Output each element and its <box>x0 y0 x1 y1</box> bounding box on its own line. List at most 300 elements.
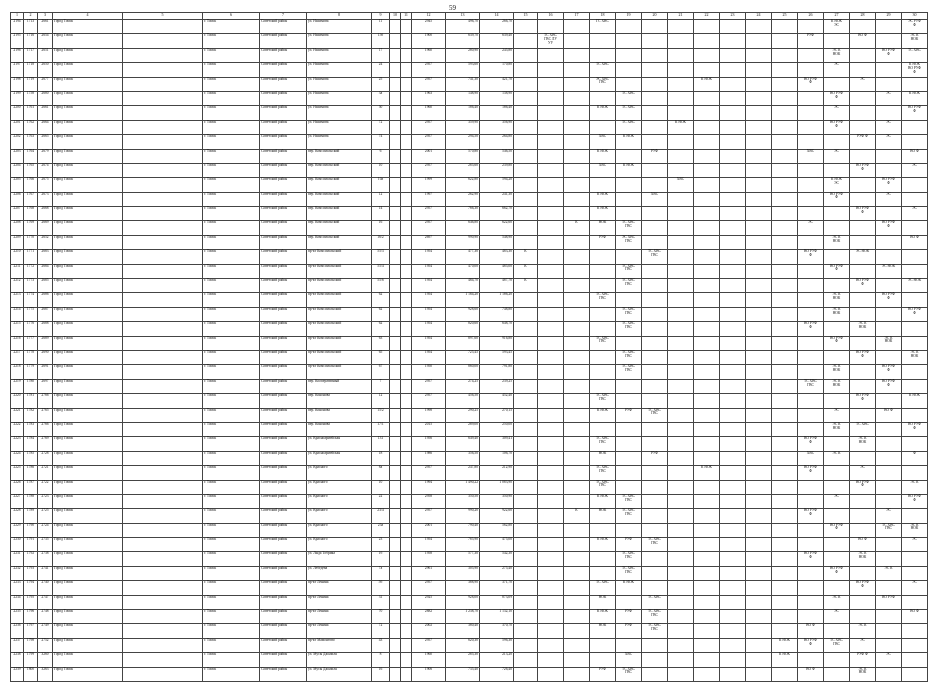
table-cell-col-10 <box>390 192 401 206</box>
table-cell-col-24 <box>746 307 772 321</box>
table-cell-col-24 <box>746 581 772 595</box>
table-cell-col-27 <box>824 667 850 681</box>
table-cell-col-25 <box>772 451 798 465</box>
table-cell-col-20 <box>642 20 668 34</box>
table-cell-col-21 <box>668 509 694 523</box>
table-cell-col-6: г. Томск <box>203 566 260 580</box>
table-cell-col-1: 2236 <box>11 624 24 638</box>
table-cell-col-22 <box>694 63 720 77</box>
table-cell-col-9: 62 <box>372 293 390 307</box>
table-cell-col-22 <box>694 566 720 580</box>
table-cell-col-4: Город Томск <box>53 322 123 336</box>
table-cell-col-28 <box>850 178 876 192</box>
table-cell-col-23 <box>720 34 746 48</box>
table-cell-col-10 <box>390 408 401 422</box>
table-cell-col-13: 860,00 <box>446 365 480 379</box>
table-cell-col-16 <box>538 552 564 566</box>
table-cell-col-30 <box>902 638 928 652</box>
table-cell-col-4: Город Томск <box>53 394 123 408</box>
table-cell-col-29: ВО РУФ Ф <box>876 178 902 192</box>
table-cell-col-28 <box>850 494 876 508</box>
table-cell-col-4: Город Томск <box>53 120 123 134</box>
table-cell-col-6: г. Томск <box>203 336 260 350</box>
table-cell-col-21 <box>668 466 694 480</box>
table-cell-col-2: 1785 <box>24 451 38 465</box>
table-cell-col-22 <box>694 437 720 451</box>
table-cell-col-14: 726,40 <box>480 667 514 681</box>
table-cell-col-8: пр-кт Комсомольский <box>307 250 372 264</box>
table-cell-col-28 <box>850 63 876 77</box>
table-cell-col-10 <box>390 610 401 624</box>
table-cell-col-16 <box>538 250 564 264</box>
table-cell-col-12: 1954 <box>412 322 446 336</box>
table-cell-col-19 <box>616 638 642 652</box>
table-cell-col-9: 63 <box>372 336 390 350</box>
table-cell-col-7: Советский район <box>260 451 307 465</box>
table-cell-col-22 <box>694 336 720 350</box>
table-cell-col-21 <box>668 149 694 163</box>
table-cell-col-7: Советский район <box>260 394 307 408</box>
table-cell-col-29 <box>876 394 902 408</box>
table-cell-col-15 <box>514 48 538 62</box>
table-cell-col-24 <box>746 466 772 480</box>
table-cell-col-12: 1998 <box>412 408 446 422</box>
table-cell-col-3: 2769 <box>38 437 53 451</box>
table-cell-col-25 <box>772 91 798 105</box>
table-cell-col-27: ЭС <box>824 494 850 508</box>
table-cell-col-28 <box>850 451 876 465</box>
table-cell-col-1: 2199 <box>11 91 24 105</box>
table-cell-col-22 <box>694 653 720 667</box>
table-cell-col-10 <box>390 653 401 667</box>
table-cell-col-30: ВО РУФ Ф <box>902 106 928 120</box>
table-cell-col-11 <box>401 552 412 566</box>
table-cell-col-12: 2957 <box>412 63 446 77</box>
table-cell-col-29: ВО РУФ Ф <box>876 365 902 379</box>
table-cell-col-3: 2674 <box>38 163 53 177</box>
table-cell-col-17 <box>564 149 590 163</box>
table-cell-col-1: 2217 <box>11 350 24 364</box>
table-cell-col-18: ТС ХВС ГВС <box>590 394 616 408</box>
table-cell-col-17 <box>564 667 590 681</box>
table-cell-col-11 <box>401 322 412 336</box>
table-cell-col-23 <box>720 379 746 393</box>
table-cell-col-27 <box>824 350 850 364</box>
table-cell-col-26 <box>798 207 824 221</box>
table-cell-col-5 <box>123 509 203 523</box>
table-cell-col-30 <box>902 221 928 235</box>
table-cell-col-22 <box>694 20 720 34</box>
table-cell-col-21 <box>668 207 694 221</box>
table-cell-col-30: ЭС <box>902 163 928 177</box>
table-cell-col-18: ТС ХВС <box>590 63 616 77</box>
table-cell-col-20 <box>642 466 668 480</box>
table-cell-col-23 <box>720 322 746 336</box>
table-cell-col-7: Советский район <box>260 34 307 48</box>
table-cell-col-23 <box>720 394 746 408</box>
table-cell-col-5 <box>123 322 203 336</box>
table-cell-col-7: Советский район <box>260 422 307 436</box>
table-row <box>11 250 928 264</box>
table-cell-col-5 <box>123 379 203 393</box>
table-cell-col-7: Советский район <box>260 581 307 595</box>
table-cell-col-20 <box>642 336 668 350</box>
table-cell-col-13: 649,40 <box>446 437 480 451</box>
table-cell-col-12: 2957 <box>412 135 446 149</box>
table-cell-col-21 <box>668 451 694 465</box>
table-cell-col-26 <box>798 365 824 379</box>
column-number-28: 28 <box>850 13 876 20</box>
table-cell-col-15 <box>514 207 538 221</box>
table-cell-col-21 <box>668 538 694 552</box>
table-cell-col-12: 1956 <box>412 437 446 451</box>
table-cell-col-20 <box>642 34 668 48</box>
table-cell-col-23 <box>720 581 746 595</box>
table-cell-col-25 <box>772 624 798 638</box>
table-cell-col-19 <box>616 595 642 609</box>
table-cell-col-2: 1719 <box>24 77 38 91</box>
table-cell-col-9: 23 <box>372 538 390 552</box>
table-cell-col-19: ТС ХВС ГВС <box>616 279 642 293</box>
table-cell-col-5 <box>123 451 203 465</box>
table-cell-col-5 <box>123 235 203 249</box>
table-cell-col-27 <box>824 394 850 408</box>
table-cell-col-7: Советский район <box>260 250 307 264</box>
table-cell-col-26 <box>798 120 824 134</box>
table-cell-col-12: 1994 <box>412 480 446 494</box>
table-cell-col-13: 247,80 <box>446 466 480 480</box>
table-cell-col-8: пр-кт Ленина <box>307 624 372 638</box>
column-number-5: 5 <box>123 13 203 20</box>
table-cell-col-30 <box>902 264 928 278</box>
table-cell-col-11 <box>401 480 412 494</box>
table-cell-col-30: ЭС <box>902 207 928 221</box>
table-cell-col-30: ЭС К <box>902 480 928 494</box>
table-cell-col-7: Советский район <box>260 135 307 149</box>
table-cell-col-8: пер. Кононова <box>307 422 372 436</box>
table-cell-col-26: ВО РУФ Ф <box>798 466 824 480</box>
table-cell-col-23 <box>720 178 746 192</box>
table-cell-col-18 <box>590 653 616 667</box>
table-cell-col-24 <box>746 34 772 48</box>
table-cell-col-15 <box>514 422 538 436</box>
table-cell-col-14: 239,80 <box>480 163 514 177</box>
table-cell-col-15 <box>514 509 538 523</box>
table-cell-col-5 <box>123 480 203 494</box>
table-cell-col-26: ВО РУФ Ф <box>798 552 824 566</box>
table-cell-col-3: 2738 <box>38 552 53 566</box>
table-cell-col-12: 1986 <box>412 451 446 465</box>
table-cell-col-5 <box>123 135 203 149</box>
table-cell-col-15 <box>514 91 538 105</box>
table-cell-col-10 <box>390 595 401 609</box>
table-cell-col-10 <box>390 538 401 552</box>
table-cell-col-11 <box>401 20 412 34</box>
table-cell-col-23 <box>720 538 746 552</box>
table-cell-col-17 <box>564 638 590 652</box>
table-cell-col-15 <box>514 192 538 206</box>
table-cell-col-7: Советский район <box>260 494 307 508</box>
table-cell-col-15 <box>514 293 538 307</box>
table-cell-col-12: 1963 <box>412 91 446 105</box>
table-cell-col-9: 65 <box>372 350 390 364</box>
table-cell-col-21 <box>668 595 694 609</box>
table-cell-col-9: 72 <box>372 120 390 134</box>
table-cell-col-6: г. Томск <box>203 494 260 508</box>
table-cell-col-16 <box>538 307 564 321</box>
table-cell-col-9: 16/2 <box>372 235 390 249</box>
table-cell-col-13: 294,50 <box>446 135 480 149</box>
table-cell-col-15: К <box>514 250 538 264</box>
table-cell-col-7: Советский район <box>260 120 307 134</box>
table-cell-col-20: ТС ХВС ГВС <box>642 624 668 638</box>
column-number-15: 15 <box>514 13 538 20</box>
table-cell-col-10 <box>390 379 401 393</box>
table-cell-col-17 <box>564 422 590 436</box>
table-cell-col-27: ЭС <box>824 149 850 163</box>
table-cell-col-14: 309,41 <box>480 437 514 451</box>
table-cell-col-16 <box>538 451 564 465</box>
table-cell-col-9: 31 <box>372 595 390 609</box>
table-cell-col-28 <box>850 235 876 249</box>
table-cell-col-30 <box>902 365 928 379</box>
table-cell-col-9: 55/4 <box>372 264 390 278</box>
table-cell-col-22 <box>694 394 720 408</box>
table-cell-col-27: ВО РУФ Ф <box>824 264 850 278</box>
table-cell-col-11 <box>401 451 412 465</box>
table-row <box>11 34 928 48</box>
table-cell-col-13: 285,30 <box>446 653 480 667</box>
table-cell-col-21 <box>668 250 694 264</box>
table-cell-col-16 <box>538 235 564 249</box>
table-cell-col-2: 1788 <box>24 494 38 508</box>
table-cell-col-22 <box>694 221 720 235</box>
table-cell-col-14: 648,70 <box>480 322 514 336</box>
table-cell-col-14: 245,80 <box>480 48 514 62</box>
table-cell-col-28: ВО РУФ Ф <box>850 394 876 408</box>
table-cell-col-2: 1718 <box>24 63 38 77</box>
table-cell-col-28: ЭС <box>850 638 876 652</box>
table-cell-col-10 <box>390 264 401 278</box>
table-cell-col-30 <box>902 552 928 566</box>
table-cell-col-26: ТС ХВС ГВС <box>798 379 824 393</box>
table-cell-col-9: 25 <box>372 77 390 91</box>
table-cell-col-30 <box>902 250 928 264</box>
table-cell-col-5 <box>123 20 203 34</box>
table-cell-col-23 <box>720 480 746 494</box>
table-cell-col-1: 2200 <box>11 106 24 120</box>
table-cell-col-7: Советский район <box>260 336 307 350</box>
table-cell-col-19 <box>616 149 642 163</box>
table-cell-col-1: 2229 <box>11 523 24 537</box>
table-cell-col-28: ВО Ф <box>850 538 876 552</box>
table-cell-col-21 <box>668 638 694 652</box>
table-cell-col-16 <box>538 595 564 609</box>
table-cell-col-15 <box>514 63 538 77</box>
table-cell-col-27 <box>824 322 850 336</box>
table-cell-col-8: пер. Комсомольский <box>307 149 372 163</box>
table-cell-col-10 <box>390 552 401 566</box>
table-cell-col-9: 7 <box>372 379 390 393</box>
table-cell-col-15 <box>514 178 538 192</box>
table-cell-col-25 <box>772 20 798 34</box>
table-cell-col-18: ХВС <box>590 163 616 177</box>
table-cell-col-29 <box>876 638 902 652</box>
table-cell-col-17 <box>564 91 590 105</box>
table-cell-col-5 <box>123 192 203 206</box>
table-cell-col-11 <box>401 523 412 537</box>
table-cell-col-13: 622,80 <box>446 178 480 192</box>
table-cell-col-4: Город Томск <box>53 408 123 422</box>
table-cell-col-11 <box>401 250 412 264</box>
table-cell-col-6: г. Томск <box>203 653 260 667</box>
table-cell-col-13: 620,30 <box>446 638 480 652</box>
table-row <box>11 494 928 508</box>
table-cell-col-18: ХВС <box>590 135 616 149</box>
table-cell-col-24 <box>746 293 772 307</box>
table-cell-col-7: Советский район <box>260 207 307 221</box>
table-cell-col-6: г. Томск <box>203 365 260 379</box>
table-cell-col-20 <box>642 293 668 307</box>
table-cell-col-25 <box>772 379 798 393</box>
table-cell-col-30: ЭС К НОК <box>902 523 928 537</box>
table-cell-col-8: ул. Красного <box>307 523 372 537</box>
table-cell-col-9: 8 <box>372 653 390 667</box>
table-cell-col-5 <box>123 63 203 77</box>
table-cell-col-25 <box>772 264 798 278</box>
table-cell-col-18: РУФ <box>590 667 616 681</box>
table-cell-col-19: РУФ <box>616 610 642 624</box>
table-cell-col-9: 15б <box>372 34 390 48</box>
table-cell-col-16 <box>538 279 564 293</box>
table-cell-col-21 <box>668 653 694 667</box>
table-cell-col-26 <box>798 163 824 177</box>
table-cell-col-15 <box>514 394 538 408</box>
table-cell-col-21 <box>668 77 694 91</box>
table-cell-col-23 <box>720 422 746 436</box>
table-cell-col-19 <box>616 34 642 48</box>
table-cell-col-13: 148,90 <box>446 91 480 105</box>
table-cell-col-26 <box>798 653 824 667</box>
table-cell-col-21 <box>668 106 694 120</box>
table-cell-col-28: ВО РУФ Ф <box>850 207 876 221</box>
table-cell-col-23 <box>720 336 746 350</box>
table-cell-col-7: Советский район <box>260 192 307 206</box>
table-cell-col-23 <box>720 667 746 681</box>
table-cell-col-29: ЭС К <box>876 566 902 580</box>
table-cell-col-1: 2218 <box>11 365 24 379</box>
table-cell-col-15 <box>514 20 538 34</box>
table-cell-col-5 <box>123 422 203 436</box>
table-cell-col-15 <box>514 523 538 537</box>
table-cell-col-2: 1791 <box>24 538 38 552</box>
table-cell-col-21 <box>668 408 694 422</box>
table-cell-col-17 <box>564 451 590 465</box>
table-cell-col-3: 2728 <box>38 451 53 465</box>
table-cell-col-4: Город Томск <box>53 135 123 149</box>
table-cell-col-18: ТС ХВС ГВС <box>590 336 616 350</box>
table-cell-col-12: 2697 <box>412 235 446 249</box>
table-cell-col-22 <box>694 581 720 595</box>
table-cell-col-24 <box>746 480 772 494</box>
table-cell-col-8: пр-кт Комсомольский <box>307 350 372 364</box>
table-cell-col-19 <box>616 48 642 62</box>
table-cell-col-17: К <box>564 509 590 523</box>
table-cell-col-14: 548,90 <box>480 235 514 249</box>
table-cell-col-11 <box>401 207 412 221</box>
table-cell-col-3: 2766 <box>38 422 53 436</box>
table-cell-col-14: 1 083,90 <box>480 480 514 494</box>
table-cell-col-2: 1797 <box>24 624 38 638</box>
table-cell-col-5 <box>123 610 203 624</box>
table-cell-col-24 <box>746 653 772 667</box>
table-cell-col-19 <box>616 466 642 480</box>
table-cell-col-11 <box>401 48 412 62</box>
table-cell-col-8: пер. Комсомольский <box>307 192 372 206</box>
table-cell-col-2: 1787 <box>24 480 38 494</box>
table-cell-col-12: 1954 <box>412 250 446 264</box>
table-cell-col-8: пер. Комсомольский <box>307 207 372 221</box>
table-cell-col-15 <box>514 34 538 48</box>
table-cell-col-8: ул. Красного <box>307 466 372 480</box>
table-cell-col-8: пер. Кооперативный <box>307 379 372 393</box>
table-cell-col-25 <box>772 365 798 379</box>
table-cell-col-28 <box>850 91 876 105</box>
table-cell-col-21 <box>668 365 694 379</box>
table-cell-col-20 <box>642 235 668 249</box>
table-row <box>11 379 928 393</box>
table-cell-col-13: 186,40 <box>446 106 480 120</box>
table-cell-col-30 <box>902 178 928 192</box>
table-cell-col-9: 1б <box>372 552 390 566</box>
table-cell-col-19 <box>616 480 642 494</box>
table-cell-col-13: 1 238,70 <box>446 610 480 624</box>
table-cell-col-14: 873,09 <box>480 595 514 609</box>
table-cell-col-2: 1775 <box>24 307 38 321</box>
table-cell-col-5 <box>123 163 203 177</box>
table-cell-col-5 <box>123 365 203 379</box>
table-cell-col-1: 2228 <box>11 509 24 523</box>
table-cell-col-3: 2691 <box>38 365 53 379</box>
table-cell-col-4: Город Томск <box>53 221 123 235</box>
table-cell-col-22 <box>694 307 720 321</box>
table-cell-col-17 <box>564 466 590 480</box>
table-cell-col-21 <box>668 437 694 451</box>
table-cell-col-4: Город Томск <box>53 91 123 105</box>
table-cell-col-20 <box>642 509 668 523</box>
table-cell-col-28: ЭС К <box>850 624 876 638</box>
table-cell-col-26: ЭС <box>798 221 824 235</box>
table-cell-col-16 <box>538 91 564 105</box>
table-cell-col-27: ТС ХВС ГВС <box>824 638 850 652</box>
table-cell-col-8: ул. Нахимова <box>307 20 372 34</box>
table-cell-col-26: ВО Ф <box>798 667 824 681</box>
table-cell-col-15 <box>514 149 538 163</box>
table-cell-col-4: Город Томск <box>53 595 123 609</box>
table-row <box>11 480 928 494</box>
table-cell-col-26: ВО РУФ Ф <box>798 250 824 264</box>
table-cell-col-24 <box>746 48 772 62</box>
table-cell-col-19 <box>616 437 642 451</box>
table-cell-col-26 <box>798 135 824 149</box>
table-cell-col-20 <box>642 77 668 91</box>
table-cell-col-22 <box>694 538 720 552</box>
table-row <box>11 552 928 566</box>
table-cell-col-22 <box>694 350 720 364</box>
table-cell-col-19: ТС ХВС ГВС <box>616 322 642 336</box>
table-cell-col-8: ул. Нахимова <box>307 48 372 62</box>
table-cell-col-19: ХВС <box>616 653 642 667</box>
